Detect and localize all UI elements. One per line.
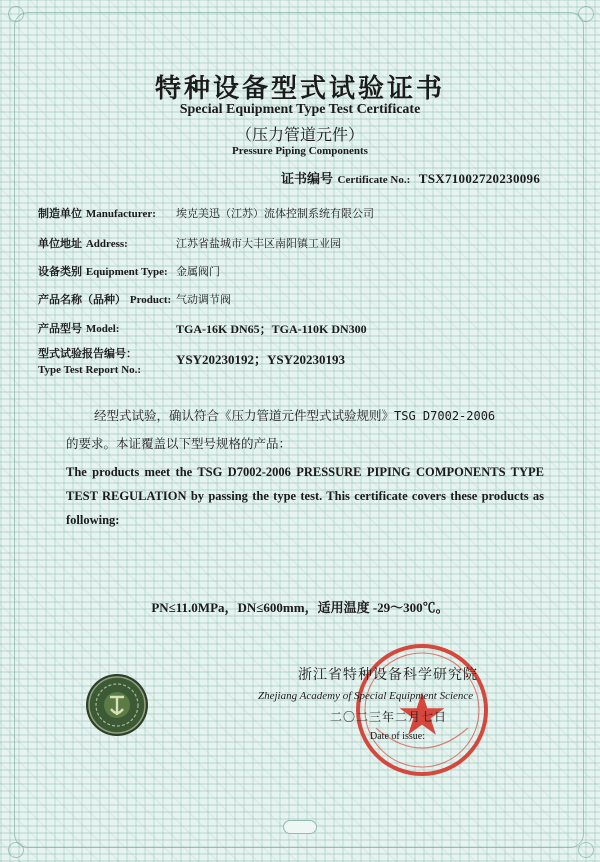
product-scope: PN≤11.0MPa，DN≤600mm，适用温度 -29～300℃。: [151, 600, 449, 615]
corner-ornament: [578, 6, 594, 22]
issue-date-label-en: Date of issue:: [370, 731, 425, 742]
bottom-notch: [283, 820, 317, 834]
field-model: [38, 320, 367, 336]
cert-no-label-en: Certificate No.:: [337, 174, 411, 186]
field-value: TGA-16K DN65；TGA-110K DN300: [176, 322, 367, 336]
field-label-zh: 设备类别: [38, 265, 82, 278]
field-equipment-type: [38, 263, 220, 279]
statement-en: The products meet the TSG D7002-2006 PRESSURE PIPING COMPONENTS TYPE TEST REGULATION by passing the type test. This certificate covers these products as following:: [66, 465, 544, 527]
statement-zh-part1: 经型式试验，确认符合《压力管道元件型式试验规则》: [94, 408, 395, 423]
field-value: 埃克美迅（江苏）流体控制系统有限公司: [176, 207, 374, 220]
issuer-name-zh: 浙江省特种设备科学研究院: [298, 667, 478, 683]
field-label-en: Equipment Type:: [85, 266, 168, 278]
subtitle-en: Pressure Piping Components: [232, 145, 368, 157]
field-label-en: Product:: [129, 294, 172, 306]
issuer-name-en: Zhejiang Academy of Special Equipment Science: [258, 690, 474, 702]
hologram-emblem-icon: [84, 672, 150, 738]
subtitle-zh: （压力管道元件）: [235, 125, 364, 144]
field-manufacturer: [38, 205, 374, 221]
field-value: YSY20230192；YSY20230193: [176, 352, 346, 367]
field-label-zh: 产品名称（品种）: [38, 293, 126, 306]
statement-regulation-code: TSG D7002-2006: [394, 409, 496, 423]
title-zh: 特种设备型式试验证书: [154, 74, 445, 104]
field-value: 金属阀门: [176, 265, 220, 278]
statement-zh: [66, 402, 556, 457]
field-label-zh: 制造单位: [38, 207, 82, 220]
field-value: 气动调节阀: [176, 293, 231, 306]
field-label-zh: 单位地址: [38, 237, 82, 250]
cert-no-value: TSX71002720230096: [418, 171, 541, 186]
corner-ornament: [578, 842, 594, 858]
field-label-en: Address:: [85, 238, 128, 250]
field-label-en: Manufacturer:: [85, 208, 156, 220]
field-report-no: [38, 345, 346, 376]
corner-ornament: [8, 6, 24, 22]
field-value: 江苏省盐城市大丰区南阳镇工业园: [176, 237, 341, 250]
field-address: [38, 235, 341, 251]
title-en: Special Equipment Type Test Certificate: [179, 102, 421, 117]
issue-date-zh: 二〇二三年二月七日: [330, 710, 448, 724]
field-label-en: Type Test Report No.:: [38, 364, 142, 376]
statement-zh-part2: 的要求。本证覆盖以下型号规格的产品：: [66, 436, 292, 451]
corner-ornament: [8, 842, 24, 858]
field-product: [38, 291, 231, 307]
field-label-zh: 产品型号: [38, 322, 82, 335]
cert-no-label-zh: 证书编号: [281, 172, 334, 187]
certificate-number: [281, 168, 540, 187]
field-label-en: Model:: [85, 323, 120, 335]
field-label-zh: 型式试验报告编号：: [38, 347, 137, 360]
